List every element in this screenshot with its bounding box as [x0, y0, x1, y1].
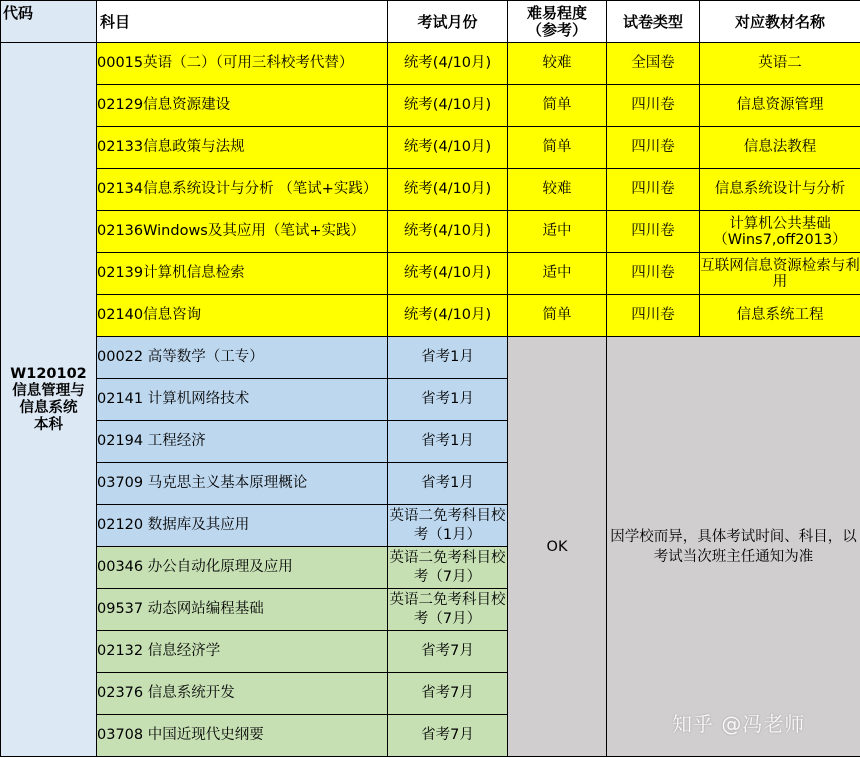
- difficulty-cell: 简单: [508, 85, 607, 127]
- subject-cell: 02134信息系统设计与分析 （笔试+实践）: [97, 169, 388, 211]
- header-difficulty-line1: 难易程度: [526, 3, 587, 22]
- paper-type-cell: 全国卷: [607, 43, 700, 85]
- difficulty-cell: 简单: [508, 127, 607, 169]
- subject-cell: 02141 计算机网络技术: [97, 379, 388, 421]
- difficulty-merged-cell: OK: [508, 337, 607, 757]
- difficulty-cell: 适中: [508, 253, 607, 295]
- watermark: 知乎 @冯老师: [672, 712, 806, 736]
- exam-month-cell: 统考(4/10月): [388, 211, 508, 253]
- table-row: [1, 43, 860, 85]
- exam-month-cell: 统考(4/10月): [388, 85, 508, 127]
- program-code: W120102: [10, 365, 87, 382]
- exam-month-cell: 省考1月: [388, 463, 508, 505]
- table-row: [1, 337, 860, 379]
- textbook-cell: 信息资源管理: [700, 85, 860, 127]
- header-textbook: 对应教材名称: [700, 1, 860, 43]
- paper-type-cell: 四川卷: [607, 211, 700, 253]
- exam-month-cell: 英语二免考科目校考（1月）: [388, 505, 508, 547]
- paper-type-cell: 四川卷: [607, 85, 700, 127]
- textbook-cell: 信息系统设计与分析: [700, 169, 860, 211]
- header-difficulty-line2: （参考）: [526, 20, 587, 39]
- subject-cell: 02140信息咨询: [97, 295, 388, 337]
- subject-cell: 03708 中国近现代史纲要: [97, 715, 388, 757]
- paper-type-cell: 四川卷: [607, 295, 700, 337]
- subject-cell: 02120 数据库及其应用: [97, 505, 388, 547]
- subject-cell: 09537 动态网站编程基础: [97, 589, 388, 631]
- subject-cell: 02194 工程经济: [97, 421, 388, 463]
- textbook-cell: 信息系统工程: [700, 295, 860, 337]
- table-row: [1, 211, 860, 253]
- exam-month-cell: 统考(4/10月): [388, 169, 508, 211]
- exam-month-cell: 省考1月: [388, 337, 508, 379]
- table-row: [1, 169, 860, 211]
- exam-month-cell: 省考7月: [388, 715, 508, 757]
- paper-type-cell: 四川卷: [607, 169, 700, 211]
- subject-cell: 02129信息资源建设: [97, 85, 388, 127]
- table-row: [1, 253, 860, 295]
- paper-type-cell: 四川卷: [607, 127, 700, 169]
- difficulty-cell: 较难: [508, 43, 607, 85]
- program-name-line2: 信息系统: [19, 399, 78, 416]
- table-row: [1, 85, 860, 127]
- subject-cell: 00015英语（二）（可用三科校考代替）: [97, 43, 388, 85]
- header-difficulty: [508, 1, 607, 43]
- table-row: [1, 127, 860, 169]
- note-merged-cell: 因学校而异，具体考试时间、科目，以考试当次班主任通知为准: [607, 337, 860, 757]
- difficulty-cell: 适中: [508, 211, 607, 253]
- textbook-cell: 信息法教程: [700, 127, 860, 169]
- exam-month-cell: 统考(4/10月): [388, 43, 508, 85]
- exam-month-cell: 英语二免考科目校考（7月）: [388, 547, 508, 589]
- exam-month-cell: 省考7月: [388, 673, 508, 715]
- header-subject: 科目: [97, 1, 388, 43]
- subject-cell: 02136Windows及其应用（笔试+实践）: [97, 211, 388, 253]
- program-code-cell: [1, 43, 97, 757]
- subject-cell: 02133信息政策与法规: [97, 127, 388, 169]
- program-name-line1: 信息管理与: [12, 382, 85, 399]
- exam-month-cell: 省考7月: [388, 631, 508, 673]
- difficulty-cell: 简单: [508, 295, 607, 337]
- subject-cell: 03709 马克思主义基本原理概论: [97, 463, 388, 505]
- textbook-cell: 英语二: [700, 43, 860, 85]
- subject-cell: 00022 高等数学（工专）: [97, 337, 388, 379]
- textbook-cell: 计算机公共基础（Wins7,off2013）: [700, 211, 860, 253]
- difficulty-cell: 较难: [508, 169, 607, 211]
- header-row: [1, 1, 860, 43]
- table-row: [1, 295, 860, 337]
- program-name-line3: 本科: [34, 416, 63, 433]
- subject-cell: 00346 办公自动化原理及应用: [97, 547, 388, 589]
- header-code: 代码: [1, 1, 97, 43]
- exam-month-cell: 省考1月: [388, 379, 508, 421]
- exam-month-cell: 统考(4/10月): [388, 127, 508, 169]
- textbook-cell: 互联网信息资源检索与利用: [700, 253, 860, 295]
- header-paper-type: 试卷类型: [607, 1, 700, 43]
- header-exam-month: 考试月份: [388, 1, 508, 43]
- subject-cell: 02376 信息系统开发: [97, 673, 388, 715]
- subject-cell: 02139计算机信息检索: [97, 253, 388, 295]
- exam-month-cell: 英语二免考科目校考（7月）: [388, 589, 508, 631]
- exam-month-cell: 省考1月: [388, 421, 508, 463]
- subject-cell: 02132 信息经济学: [97, 631, 388, 673]
- exam-month-cell: 统考(4/10月): [388, 253, 508, 295]
- paper-type-cell: 四川卷: [607, 253, 700, 295]
- exam-month-cell: 统考(4/10月): [388, 295, 508, 337]
